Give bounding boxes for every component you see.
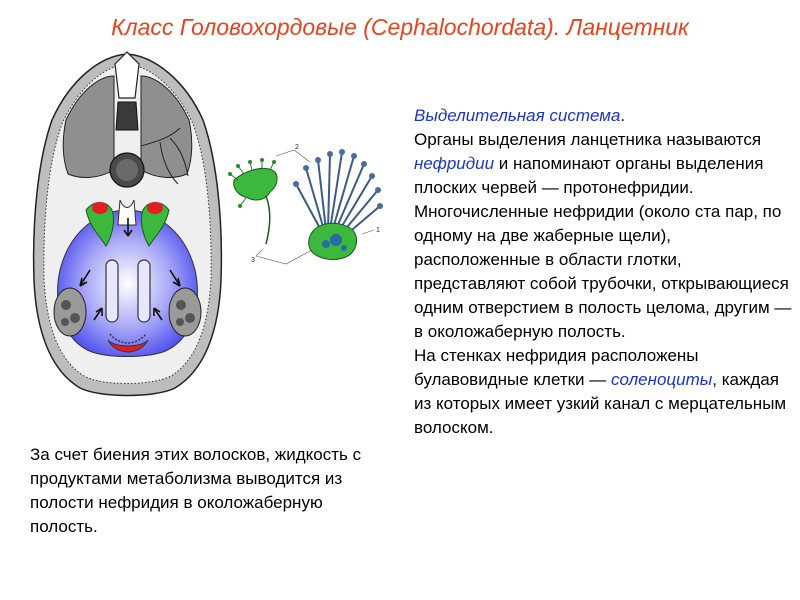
cilia-description: За счет биения этих волосков, жидкость с продуктами метаболизма выводится из полости нефридия в околожаберную полость. [30,445,362,536]
paragraph-2-text-cont: , каждая из которых имеет узкий канал с мерцательным волоском. [414,370,787,437]
term-nephridia: нефридии [414,154,495,173]
figure-label-3: 3 [251,257,255,264]
figure-label-2: 2 [295,144,299,151]
term-solenocytes: соленоциты [611,370,713,389]
slide-title: Класс Головохордовые (Cephalochordata). Ланцетник [111,14,689,40]
figure-label-1: 1 [376,227,380,234]
section-heading: Выделительная система [414,106,621,125]
paragraph-1-text-cont: и напоминают органы выделения плоских червей — протонефридии. Многочисленные нефридии (около ста пар, по одному на две жаберные щели), расположенные в области глотки, представляют собой трубочки, открывающиеся одним отверстием в полость целома, другим — в околожаберную полость. [414,154,792,341]
paragraph-1-text: Органы выделения ланцетника называются [414,130,762,149]
nephridia-illustration [226,140,386,268]
lancelet-cross-section-illustration [30,50,225,400]
paragraph-2-text: На стенках нефридия расположены булавовидные клетки — [414,346,699,389]
excretory-system-description [414,104,794,440]
section-heading-period: . [620,106,626,125]
